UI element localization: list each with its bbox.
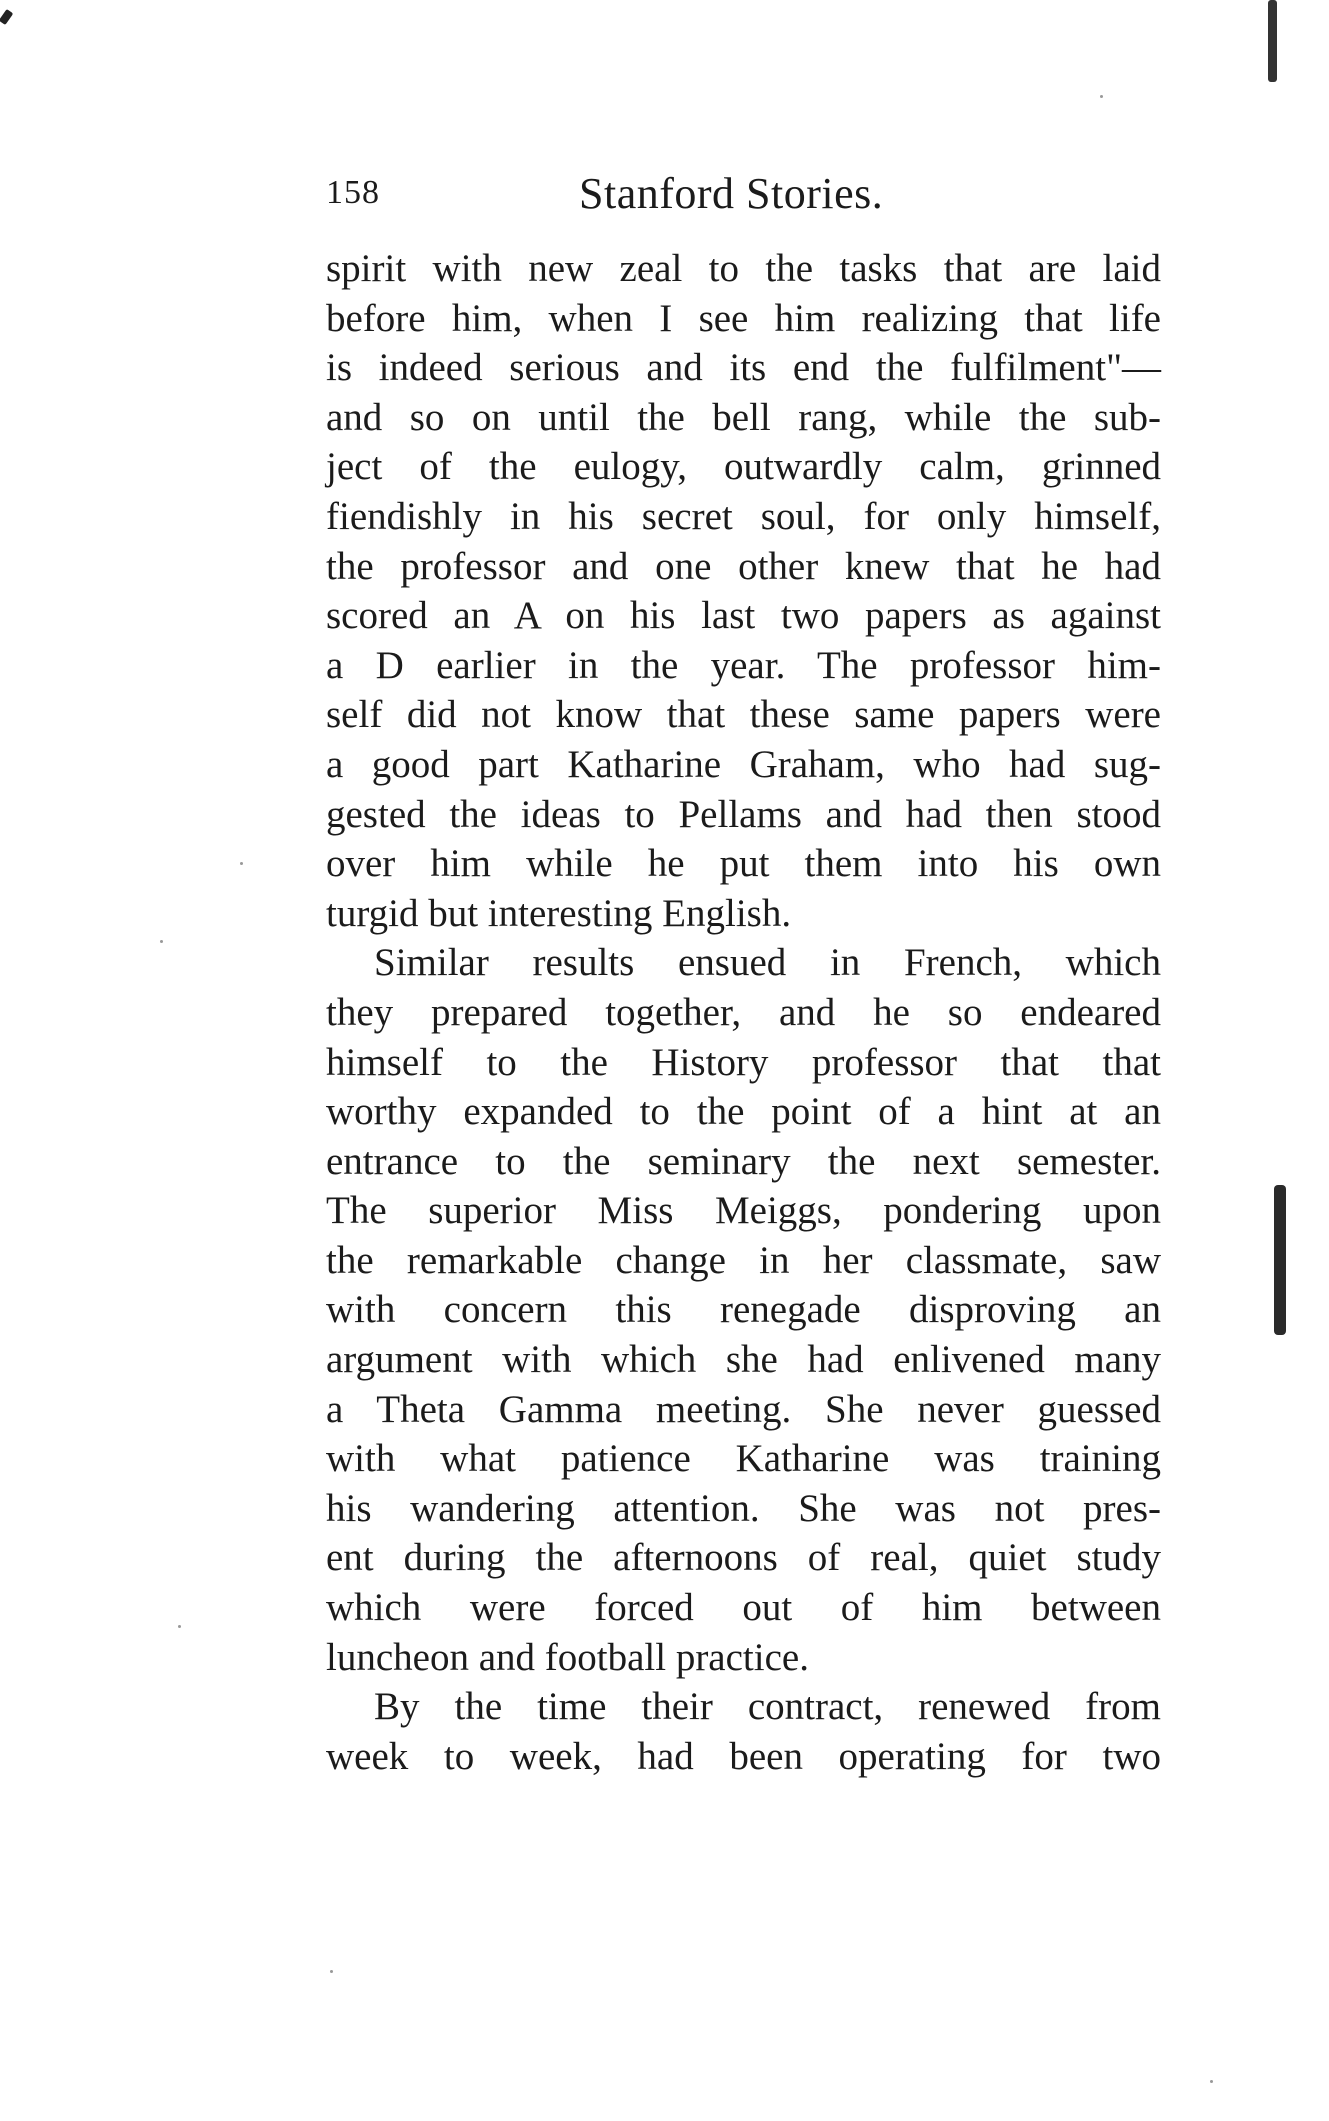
scan-artifact-mark [1274, 1185, 1286, 1335]
text-line: turgid but interesting English. [326, 891, 792, 935]
text-line: himself to the History professor that that [326, 1040, 1161, 1084]
text-line: the professor and one other knew that he had [326, 544, 1161, 588]
paragraph-start-line: By the time their contract, renewed from [374, 1685, 1161, 1729]
text-line: a D earlier in the year. The professor him- [326, 643, 1161, 687]
text-line: with what patience Katharine was training [326, 1437, 1161, 1481]
body-text [326, 244, 1161, 1781]
page-number: 158 [326, 174, 380, 211]
text-line: the remarkable change in her classmate, saw [326, 1238, 1161, 1282]
running-title: Stanford Stories. [579, 169, 884, 218]
text-line: before him, when I see him realizing that life [326, 296, 1161, 340]
text-line: scored an A on his last two papers as against [326, 594, 1161, 638]
text-line: gested the ideas to Pellams and had then stood [326, 792, 1161, 836]
text-line: which were forced out of him between [326, 1586, 1161, 1630]
page-header [326, 168, 1161, 228]
scan-speck [1100, 95, 1103, 98]
scan-speck [1210, 2080, 1213, 2083]
text-line: entrance to the seminary the next semester. [326, 1139, 1161, 1183]
text-line: his wandering attention. She was not pres- [326, 1486, 1161, 1530]
scan-artifact-mark [0, 9, 13, 25]
scan-speck [330, 1970, 333, 1973]
text-line: with concern this renegade disproving an [326, 1288, 1161, 1332]
text-line: self did not know that these same papers were [326, 693, 1161, 737]
text-line: ject of the eulogy, outwardly calm, grinned [326, 445, 1161, 489]
text-line: ent during the afternoons of real, quiet study [326, 1536, 1161, 1580]
scan-speck [178, 1625, 181, 1628]
text-line: The superior Miss Meiggs, pondering upon [326, 1189, 1161, 1233]
text-line: is indeed serious and its end the fulfilment"— [326, 346, 1161, 390]
text-line: fiendishly in his secret soul, for only himself, [326, 494, 1161, 538]
scan-artifact-mark [1268, 0, 1277, 82]
text-line: a Theta Gamma meeting. She never guessed [326, 1387, 1161, 1431]
scan-speck [240, 862, 243, 865]
scan-speck [160, 940, 163, 943]
text-line: worthy expanded to the point of a hint at an [326, 1090, 1161, 1134]
text-line: luncheon and football practice. [326, 1635, 809, 1679]
text-line: they prepared together, and he so endeared [326, 990, 1161, 1034]
text-line: argument with which she had enlivened many [326, 1338, 1161, 1382]
text-line: spirit with new zeal to the tasks that are laid [326, 247, 1161, 290]
text-line: over him while he put them into his own [326, 842, 1161, 886]
text-line: week to week, had been operating for two [326, 1734, 1161, 1778]
text-line: and so on until the bell rang, while the sub- [326, 395, 1161, 439]
text-line: a good part Katharine Graham, who had sug- [326, 742, 1161, 786]
paragraph-start-line: Similar results ensued in French, which [374, 941, 1161, 985]
